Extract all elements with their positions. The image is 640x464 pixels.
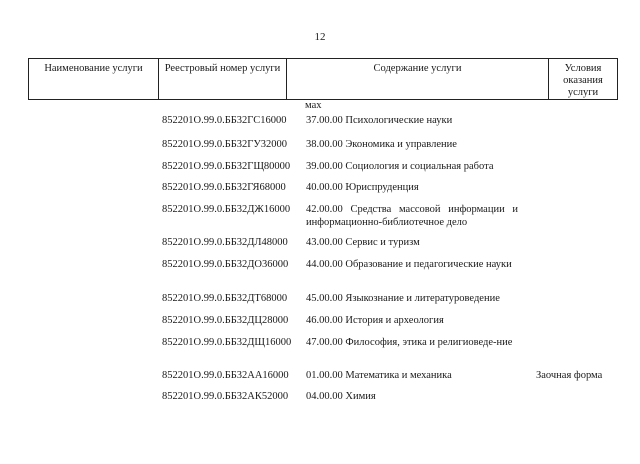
service-content: 43.00.00 Сервис и туризм (306, 237, 420, 248)
registry-number: 852201О.99.0.ББ32АА16000 (162, 370, 289, 381)
service-content: 04.00.00 Химия (306, 391, 376, 402)
service-content: 37.00.00 Психологические науки (306, 115, 453, 126)
registry-number: 852201О.99.0.ББ32ГС16000 (162, 115, 287, 126)
service-content: 39.00.00 Социология и социальная работа (306, 161, 494, 172)
service-content: 38.00.00 Экономика и управление (306, 139, 457, 150)
table-header (28, 58, 618, 100)
registry-number: 852201О.99.0.ББ32ДЩ16000 (162, 337, 292, 348)
registry-number: 852201О.99.0.ББ32ГУ32000 (162, 139, 288, 150)
registry-number: 852201О.99.0.ББ32ГЯ68000 (162, 182, 286, 193)
service-content: 47.00.00 Философия, этика и религиоведе-ние (306, 337, 513, 348)
header-service-content: Содержание услуги (286, 59, 548, 99)
header-service-name: Наименование услуги (28, 59, 158, 99)
service-content: 42.00.00 Средства массовой информации и информационно-библиотечное дело (306, 204, 518, 228)
header-service-conditions: Условия оказания услуги (548, 59, 618, 99)
registry-number: 852201О.99.0.ББ32ДЖ16000 (162, 204, 291, 215)
service-condition: Заочная форма (536, 370, 603, 381)
registry-number: 852201О.99.0.ББ32ДО36000 (162, 259, 289, 270)
registry-number: 852201О.99.0.ББ32АК52000 (162, 391, 289, 402)
registry-number: 852201О.99.0.ББ32ГЩ80000 (162, 161, 291, 172)
page-number: 12 (314, 31, 326, 43)
service-content: 44.00.00 Образование и педагогические науки (306, 259, 512, 270)
service-content: 45.00.00 Языкознание и литературоведение (306, 293, 500, 304)
service-content: 46.00.00 История и археология (306, 315, 444, 326)
registry-number: 852201О.99.0.ББ32ДЛ48000 (162, 237, 288, 248)
registry-number: 852201О.99.0.ББ32ДЦ28000 (162, 315, 289, 326)
continuation-text: мах (305, 100, 322, 111)
service-content: 01.00.00 Математика и механика (306, 370, 452, 381)
registry-number: 852201О.99.0.ББ32ДТ68000 (162, 293, 288, 304)
header-registry-number: Реестровый номер услуги (158, 59, 286, 99)
service-content: 40.00.00 Юриспруденция (306, 182, 419, 193)
